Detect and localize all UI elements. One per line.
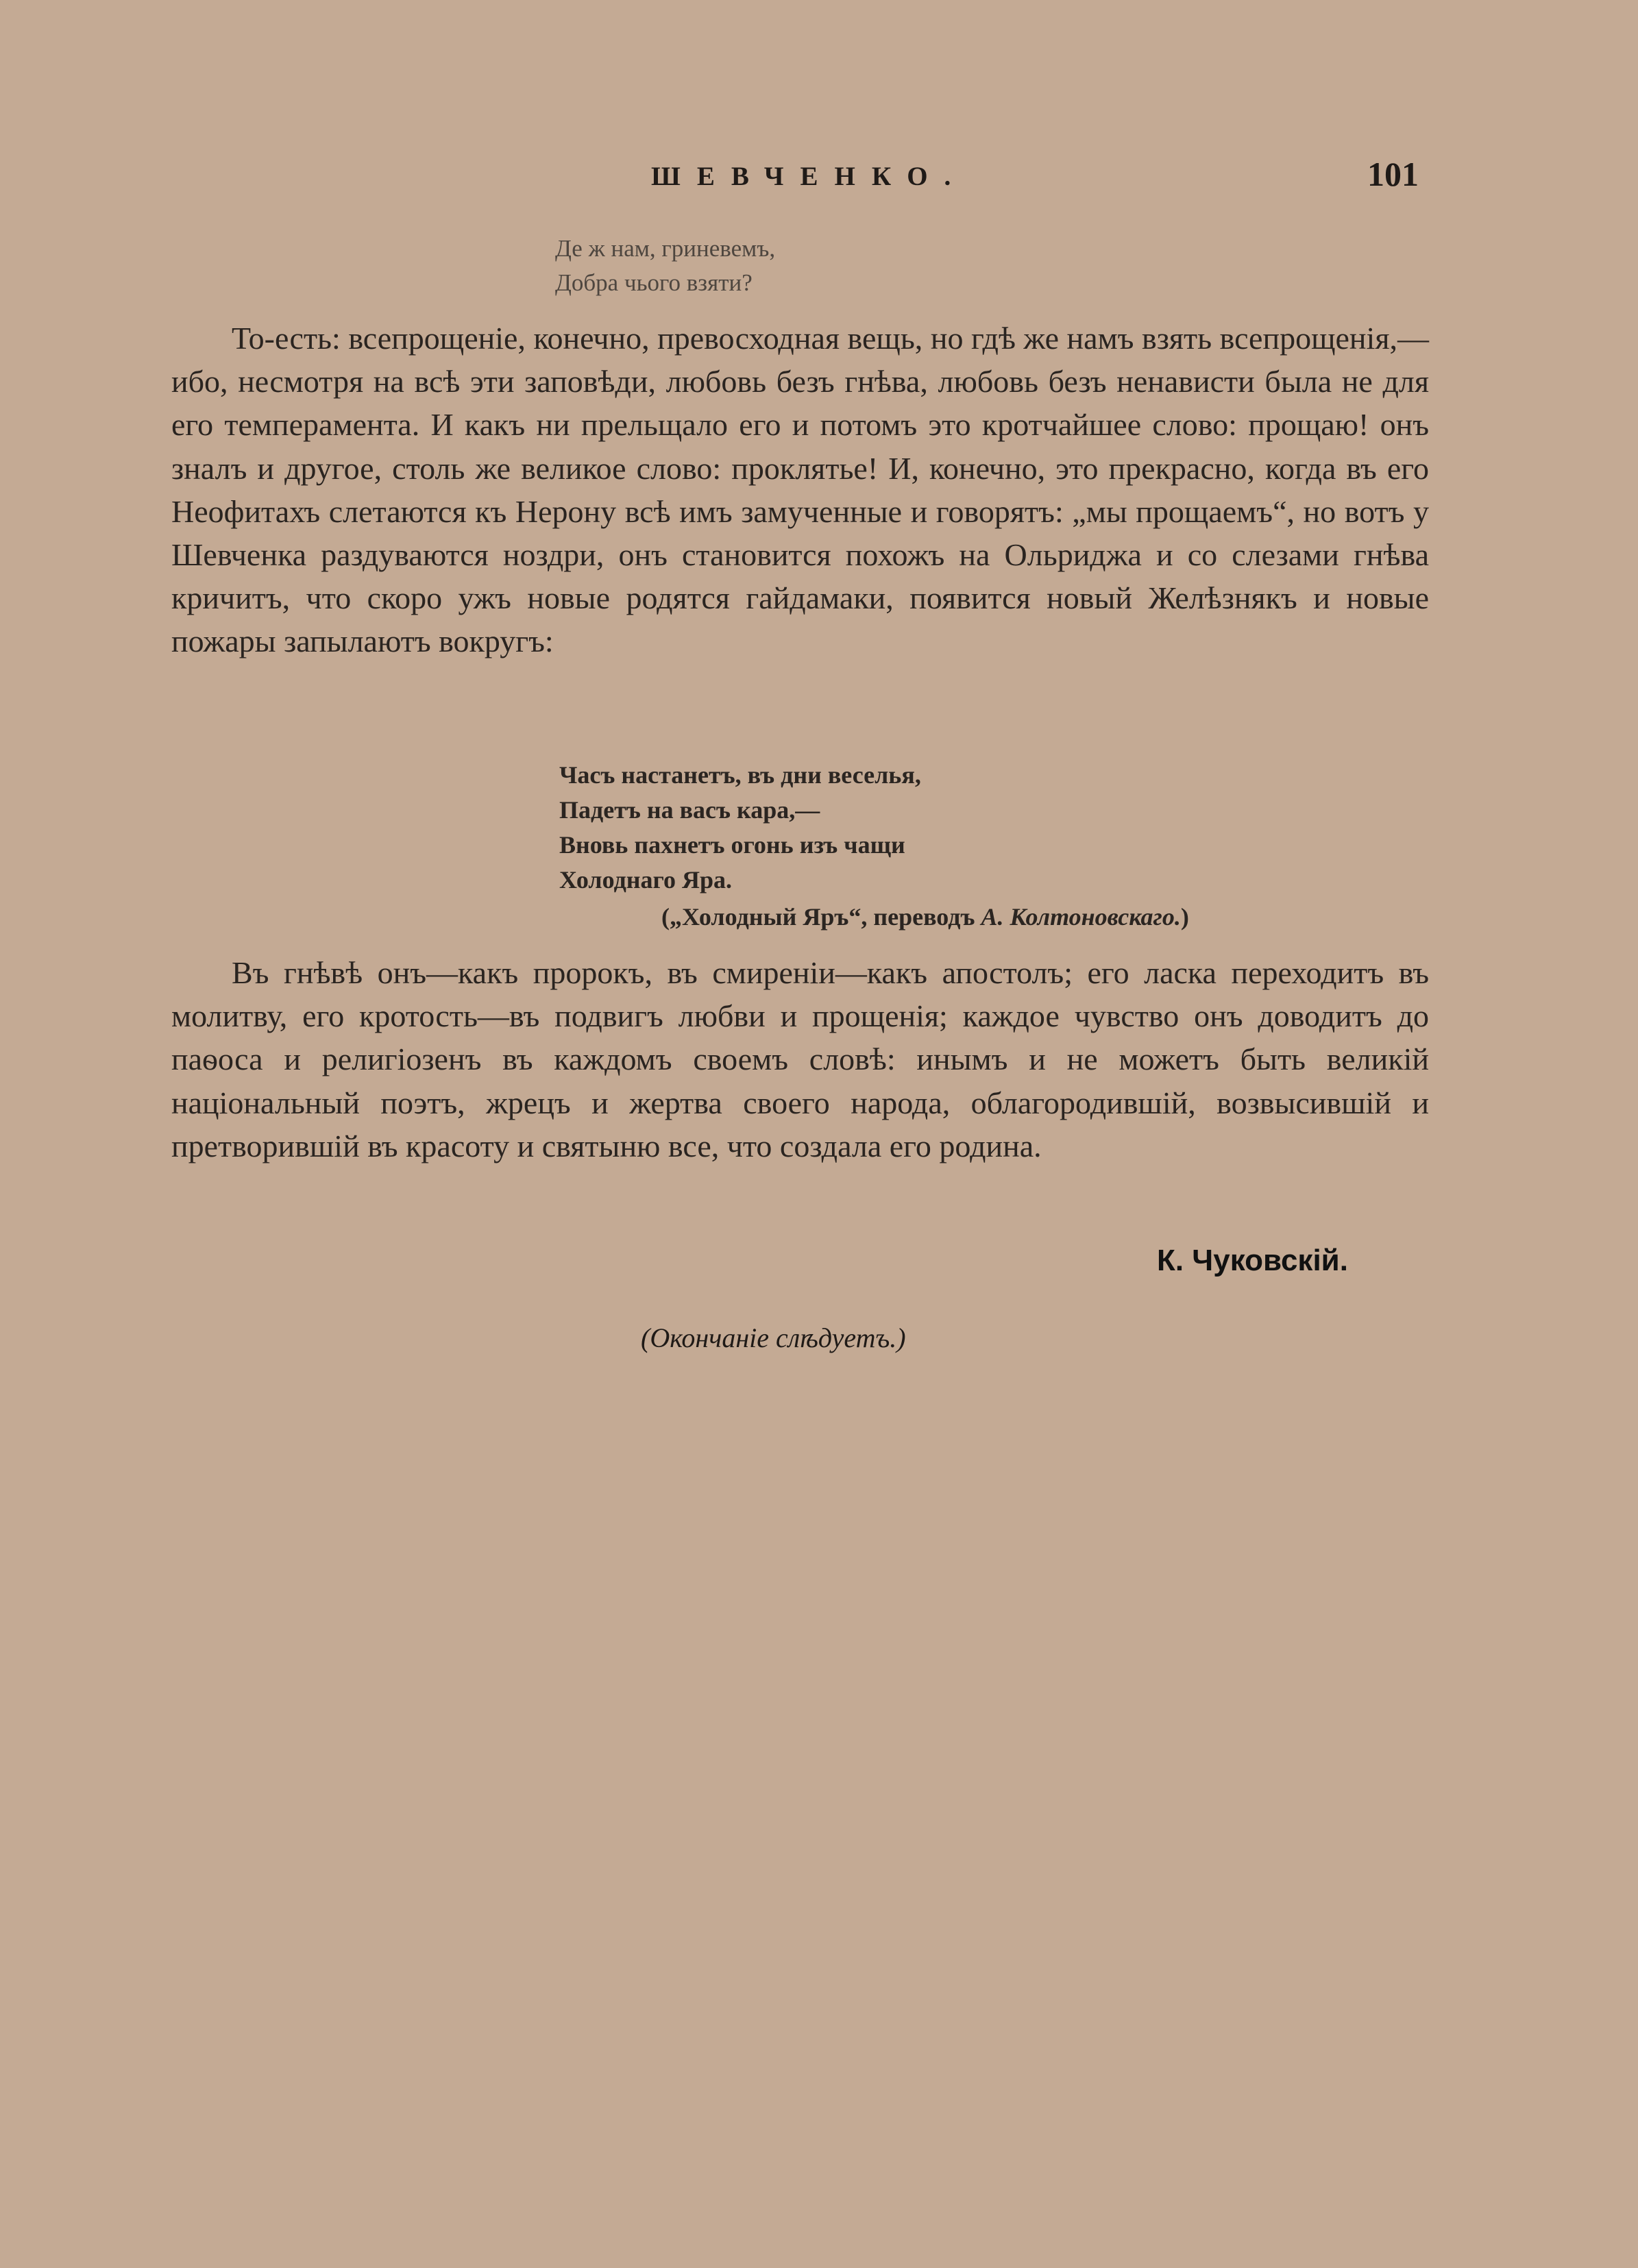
- verse-epigraph: [555, 232, 775, 300]
- verse-line: Добра чього взяти?: [555, 269, 753, 296]
- verse-line: Де ж нам, гриневемъ,: [555, 235, 776, 262]
- body-paragraph-2: [171, 951, 1429, 1168]
- continued-note: (Окончаніе слѣдуетъ.): [641, 1322, 906, 1353]
- translator-name: А. Колтоновскаго.: [981, 903, 1181, 930]
- verse-line: Часъ настанетъ, въ дни веселья,: [559, 761, 921, 789]
- attribution-prefix: („Холодный Яръ“, переводъ: [661, 903, 981, 930]
- verse-line: Падетъ на васъ кара,—: [559, 796, 820, 824]
- verse-quote: [559, 758, 921, 898]
- verse-line: Вновь пахнетъ огонь изъ чащи: [559, 831, 905, 859]
- running-head: ШЕВЧЕНКО.: [651, 162, 968, 191]
- paragraph-text: То-есть: всепрощеніе, конечно, превосходная вещь, но гдѣ же намъ взять всепрощенія,—ибо, несмотря на всѣ эти заповѣди, любовь безъ гнѣва, любовь безъ ненависти была не для его темперамента. И какъ ни прельщало его и потомъ это кротчайшее слово: прощаю! онъ зналъ и другое, столь же великое слово: проклятье! И, конечно, это прекрасно, когда въ его Неофитахъ слетаются къ Нерону всѣ имъ замученные и говорятъ: „мы прощаемъ“, но вотъ у Шевченка раздуваются ноздри, онъ становится похожъ на Ольриджа и со слезами гнѣва кричитъ, что скоро ужъ новые родятся гайдамаки, появится новый Желѣзнякъ и новые пожары запылаютъ вокругъ:: [171, 321, 1429, 659]
- quote-attribution: [661, 900, 1189, 934]
- body-paragraph-1: [171, 317, 1429, 663]
- paragraph-text: Въ гнѣвѣ онъ—какъ пророкъ, въ смиреніи—какъ апостолъ; его ласка переходитъ въ молитву, его кротость—въ подвигъ любви и прощенія; каждое чувство онъ доводитъ до паѳоса и религіозенъ въ каждомъ своемъ словѣ: инымъ и не можетъ быть великій національный поэтъ, жрецъ и жертва своего народа, облагородившій, возвысившій и претворившій въ красоту и святыню все, что создала его родина.: [171, 955, 1429, 1163]
- author-signature: К. Чуковскій.: [1157, 1244, 1348, 1277]
- attribution-suffix: ): [1180, 903, 1189, 930]
- verse-line: Холоднаго Яра.: [559, 866, 732, 893]
- page-number: 101: [1367, 155, 1419, 193]
